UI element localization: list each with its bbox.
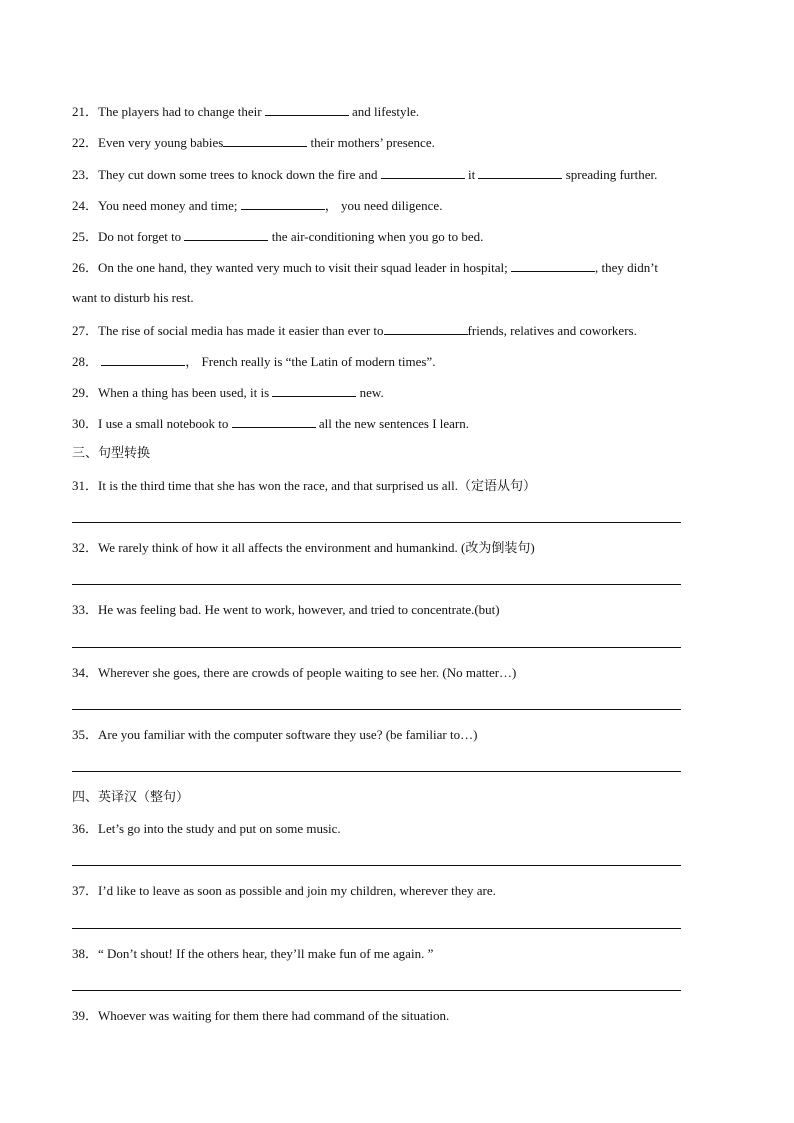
question-text: ， you need diligence. xyxy=(324,198,443,213)
section-heading-translation: 四、英译汉（整句） xyxy=(72,790,190,805)
question-text: Do not forget to xyxy=(98,229,185,244)
question-text: You need money and time; xyxy=(98,198,241,213)
question-number: 29． xyxy=(72,385,99,400)
answer-blank[interactable] xyxy=(101,353,185,366)
question-number: 24． xyxy=(72,198,99,213)
question-26-continued xyxy=(72,290,194,306)
question-number: 35． xyxy=(72,727,99,742)
question-34 xyxy=(72,665,516,681)
answer-line[interactable] xyxy=(72,771,681,772)
question-25 xyxy=(72,228,483,245)
question-text: their mothers’ presence. xyxy=(307,135,435,150)
question-24 xyxy=(72,197,442,214)
question-text: When a thing has been used, it is xyxy=(98,385,273,400)
question-number: 34． xyxy=(72,665,99,680)
question-number: 22． xyxy=(72,135,99,150)
answer-line[interactable] xyxy=(72,647,681,648)
answer-line[interactable] xyxy=(72,522,681,523)
question-text: it xyxy=(464,167,479,182)
question-37 xyxy=(72,883,496,899)
answer-blank[interactable] xyxy=(272,384,356,397)
answer-line[interactable] xyxy=(72,990,681,991)
question-text: The rise of social media has made it easier than ever to xyxy=(98,323,384,338)
question-text: the air-conditioning when you go to bed. xyxy=(268,229,484,244)
question-text: spreading further. xyxy=(562,167,658,182)
question-text: want to disturb his rest. xyxy=(72,290,194,305)
question-39 xyxy=(72,1008,449,1024)
question-23 xyxy=(72,166,657,183)
question-text: new. xyxy=(356,385,384,400)
question-text: He was feeling bad. He went to work, however, and tried to concentrate.(but) xyxy=(98,602,500,617)
question-number: 30． xyxy=(72,416,99,431)
answer-blank[interactable] xyxy=(184,228,268,241)
question-text: , they didn’t xyxy=(595,260,658,275)
question-text: friends, relatives and coworkers. xyxy=(467,323,637,338)
question-21 xyxy=(72,103,419,120)
question-number: 31． xyxy=(72,478,99,493)
answer-blank[interactable] xyxy=(384,322,468,335)
question-35 xyxy=(72,727,477,743)
question-number: 25． xyxy=(72,229,99,244)
question-number: 32． xyxy=(72,540,99,555)
question-number: 36． xyxy=(72,821,99,836)
question-text: We rarely think of how it all affects the environment and humankind. (改为倒装句) xyxy=(98,540,535,555)
question-text: It is the third time that she has won the race, and that surprised us all.（定语从句） xyxy=(98,478,536,493)
answer-line[interactable] xyxy=(72,865,681,866)
question-text: Are you familiar with the computer software they use? (be familiar to…) xyxy=(98,727,478,742)
answer-blank[interactable] xyxy=(511,259,595,272)
question-number: 37． xyxy=(72,883,99,898)
answer-line[interactable] xyxy=(72,928,681,929)
question-number: 27． xyxy=(72,323,99,338)
question-31 xyxy=(72,478,536,494)
answer-blank[interactable] xyxy=(478,166,562,179)
question-22 xyxy=(72,134,435,151)
question-number: 23． xyxy=(72,167,99,182)
question-36 xyxy=(72,821,341,837)
question-text: They cut down some trees to knock down the fire and xyxy=(98,167,381,182)
section-heading-sentence-transformation: 三、句型转换 xyxy=(72,446,151,461)
question-text: Wherever she goes, there are crowds of people waiting to see her. (No matter…) xyxy=(98,665,517,680)
question-text: I’d like to leave as soon as possible and join my children, wherever they are. xyxy=(98,883,496,898)
question-number: 28． xyxy=(72,354,99,369)
question-number: 21． xyxy=(72,104,99,119)
question-text: ， French really is “the Latin of modern times”. xyxy=(185,354,436,369)
question-30 xyxy=(72,415,469,432)
question-text: Whoever was waiting for them there had command of the situation. xyxy=(98,1008,450,1023)
answer-blank[interactable] xyxy=(241,197,325,210)
question-text: all the new sentences I learn. xyxy=(315,416,470,431)
question-number: 33． xyxy=(72,602,99,617)
answer-line[interactable] xyxy=(72,709,681,710)
question-26 xyxy=(72,259,658,276)
question-27 xyxy=(72,322,637,339)
answer-blank[interactable] xyxy=(265,103,349,116)
question-text: Even very young babies xyxy=(98,135,224,150)
question-32 xyxy=(72,540,535,556)
question-text: and lifestyle. xyxy=(348,104,420,119)
answer-blank[interactable] xyxy=(232,415,316,428)
question-number: 39． xyxy=(72,1008,99,1023)
question-number: 38． xyxy=(72,946,99,961)
question-text: On the one hand, they wanted very much to visit their squad leader in hospital; xyxy=(98,260,512,275)
question-38 xyxy=(72,946,433,962)
question-number: 26． xyxy=(72,260,99,275)
question-text: I use a small notebook to xyxy=(98,416,232,431)
question-text: The players had to change their xyxy=(98,104,265,119)
question-29 xyxy=(72,384,384,401)
question-text: “ Don’t shout! If the others hear, they’ll make fun of me again. ” xyxy=(98,946,434,961)
question-28 xyxy=(72,353,435,370)
question-text: Let’s go into the study and put on some music. xyxy=(98,821,341,836)
answer-blank[interactable] xyxy=(381,166,465,179)
answer-line[interactable] xyxy=(72,584,681,585)
question-33 xyxy=(72,602,500,618)
answer-blank[interactable] xyxy=(223,134,307,147)
